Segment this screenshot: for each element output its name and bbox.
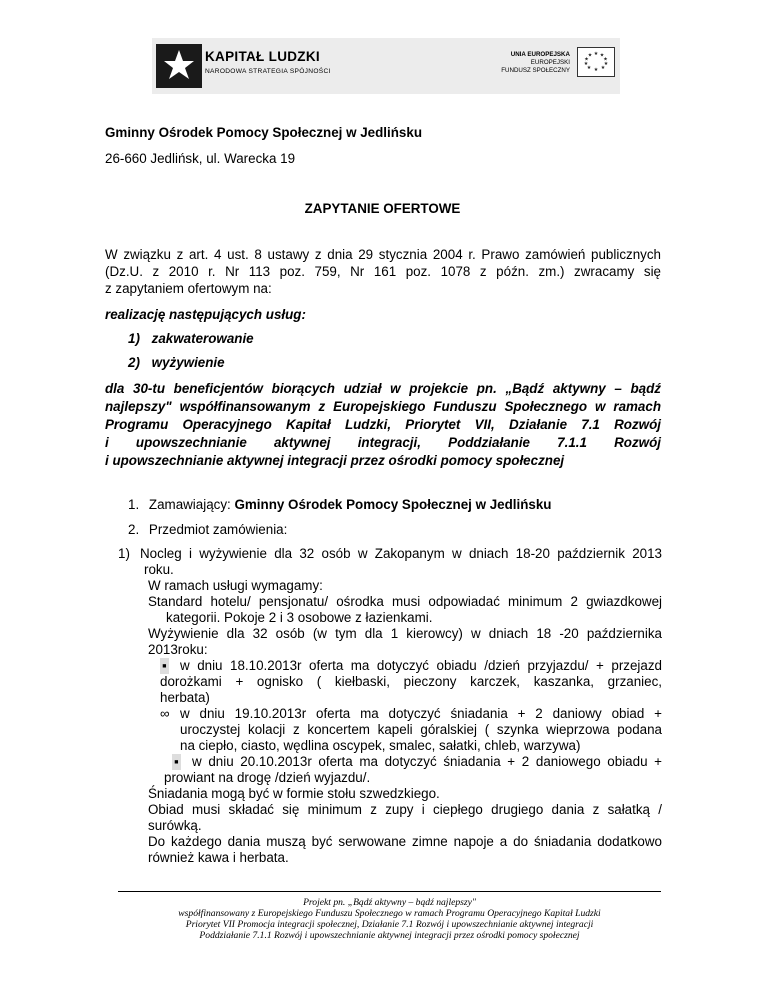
- eu-label: [470, 51, 570, 75]
- intro-paragraph: [105, 246, 661, 297]
- section-value: Gminny Ośrodek Pomocy Społecznej w Jedlińsku: [234, 497, 552, 512]
- infinity-bullet-icon: ∞: [160, 706, 170, 721]
- intro-line: W związku z art. 4 ust. 8 ustawy z dnia 29 stycznia 2004 r. Prawo zamówień publicznych: [105, 247, 661, 262]
- eu-line-1: UNIA EUROPEJSKA: [510, 51, 570, 58]
- svg-text:★: ★: [603, 61, 609, 67]
- bullet-line: prowiant na drogę /dzień wyjazdu/.: [164, 770, 371, 785]
- footer-line: współfinansowany z Europejskiego Funduszu Społecznego w ramach Programu Operacyjnego Kapitał Ludzki: [178, 908, 601, 919]
- svg-text:★: ★: [599, 52, 605, 59]
- service-text: wyżywienie: [151, 355, 225, 370]
- project-line: Programu Operacyjnego Kapitał Ludzki, Priorytet VII, Działanie 7.1 Rozwój: [105, 417, 661, 432]
- bullet-line: w dniu 19.10.2013r oferta ma dotyczyć śniadania + 2 daniowy obiad +: [180, 706, 662, 721]
- svg-text:★: ★: [587, 52, 593, 59]
- project-line: dla 30-tu beneficjentów biorących udział w projekcie pn. „Bądź aktywny – bądź: [105, 381, 661, 396]
- project-line: i upowszechnianie aktywnej integracji przez ośrodki pomocy społecznej: [105, 453, 565, 468]
- project-line: najlepszy" współfinansowanym z Europejskiego Funduszu Społecznego w ramach: [105, 399, 661, 414]
- svg-text:★: ★: [583, 61, 589, 67]
- section-1: [128, 497, 552, 512]
- kapital-ludzki-logo-icon: [156, 44, 202, 88]
- item-line: W ramach usługi wymagamy:: [148, 578, 323, 593]
- service-item: [128, 355, 225, 370]
- svg-text:★: ★: [600, 65, 606, 71]
- item-line: Standard hotelu/ pensjonatu/ ośrodka musi odpowiadać minimum 2 gwiazdkowej: [148, 594, 662, 609]
- bullet-item: [140, 706, 662, 754]
- footer-text: [118, 897, 661, 941]
- item-line: Obiad musi składać się minimum z zupy i ciepłego drugiego dania z sałatką /: [148, 802, 662, 817]
- footer-line: Projekt pn. „Bądź aktywny – bądź najlepszy": [303, 897, 476, 908]
- svg-text:★: ★: [593, 51, 599, 57]
- footer-line: Poddziałanie 7.1.1 Rozwój i upowszechnianie aktywnej integracji przez ośrodki pomocy społecznej: [199, 930, 580, 941]
- service-num: 1): [128, 331, 140, 346]
- service-num: 2): [128, 355, 140, 370]
- section-num: 2.: [128, 522, 140, 537]
- project-line: i upowszechnianie aktywnej integracji, Poddziałanie 7.1.1 Rozwój: [105, 435, 661, 450]
- item-line: surówką.: [148, 818, 202, 833]
- doc-title: ZAPYTANIE OFERTOWE: [304, 201, 461, 216]
- item-line: Śniadania mogą być w formie stołu szwedzkiego.: [148, 786, 440, 801]
- item-line: Nocleg i wyżywienie dla 32 osób w Zakopanym w dniach 18-20 październik 2013: [140, 546, 662, 561]
- eu-flag-icon: [577, 47, 615, 77]
- bullet-line: w dniu 20.10.2013r oferta ma dotyczyć śniadania + 2 daniowego obiadu +: [192, 754, 662, 769]
- footer-line: Priorytet VII Promocja integracji społecznej, Działanie 7.1 Rozwój i upowszechnianie aktywnej integracji: [185, 919, 594, 930]
- org-name: Gminny Ośrodek Pomocy Społecznej w Jedlińsku: [105, 125, 423, 140]
- org-address: 26-660 Jedlińsk, ul. Warecka 19: [105, 151, 296, 166]
- intro-line: (Dz.U. z 2010 r. Nr 113 poz. 759, Nr 161 poz. 1078 z późn. zm.) zwracamy się: [105, 264, 661, 279]
- bullet-line: herbata): [160, 690, 210, 705]
- item-line: również kawa i herbata.: [148, 850, 289, 865]
- item-num: 1): [118, 546, 130, 561]
- header-logo-bar: [152, 38, 620, 94]
- service-text: zakwaterowanie: [151, 331, 254, 346]
- bullet-line: dorożkami + ognisko ( kiełbaski, pieczony karczek, kaszanka, grzaniec,: [160, 674, 662, 689]
- service-heading: realizację następujących usług:: [105, 307, 306, 322]
- bullet-line: uroczystej kolacji z koncertem kapeli góralskiej ( szynka wieprzowa podana: [180, 722, 662, 737]
- square-bullet-icon: ▪: [162, 658, 167, 673]
- kapital-ludzki-title: KAPITAŁ LUDZKI: [205, 49, 320, 64]
- eu-line-3: FUNDUSZ SPOŁECZNY: [501, 67, 570, 74]
- svg-text:★: ★: [603, 56, 608, 63]
- svg-text:★: ★: [586, 65, 592, 71]
- kapital-ludzki-subtitle: NARODOWA STRATEGIA SPÓJNOŚCI: [205, 68, 331, 75]
- item-1-body: [140, 546, 662, 866]
- bullet-item: [140, 754, 662, 786]
- intro-line: z zapytaniem ofertowym na:: [105, 281, 272, 296]
- item-line: Wyżywienie dla 32 osób (w tym dla 1 kierowcy) w dniach 18 -20 października: [148, 626, 662, 641]
- svg-text:★: ★: [593, 67, 599, 73]
- item-line: kategorii. Pokoje 2 i 3 osobowe z łazienkami.: [166, 610, 433, 625]
- service-item: [128, 331, 254, 346]
- section-2: [128, 522, 287, 537]
- project-description: [105, 380, 661, 470]
- square-bullet-icon: ▪: [174, 754, 179, 769]
- eu-line-2: EUROPEJSKI: [530, 59, 570, 66]
- section-label: Przedmiot zamówienia:: [148, 522, 288, 537]
- section-label: Zamawiający:: [148, 497, 235, 512]
- bullet-line: w dniu 18.10.2013r oferta ma dotyczyć obiadu /dzień przyjazdu/ + przejazd: [180, 658, 662, 673]
- bullet-item: [140, 658, 662, 706]
- footer-divider: [118, 891, 661, 892]
- svg-text:★: ★: [584, 56, 589, 63]
- item-line: Do każdego dania muszą być serwowane zimne napoje a do śniadania dodatkowo: [148, 834, 662, 849]
- section-num: 1.: [128, 497, 140, 512]
- bullet-line: na ciepło, ciasto, wędlina oscypek, smalec, sałatki, chleb, warzywa): [180, 738, 581, 753]
- item-line: 2013roku:: [148, 642, 208, 657]
- item-line: roku.: [144, 562, 174, 577]
